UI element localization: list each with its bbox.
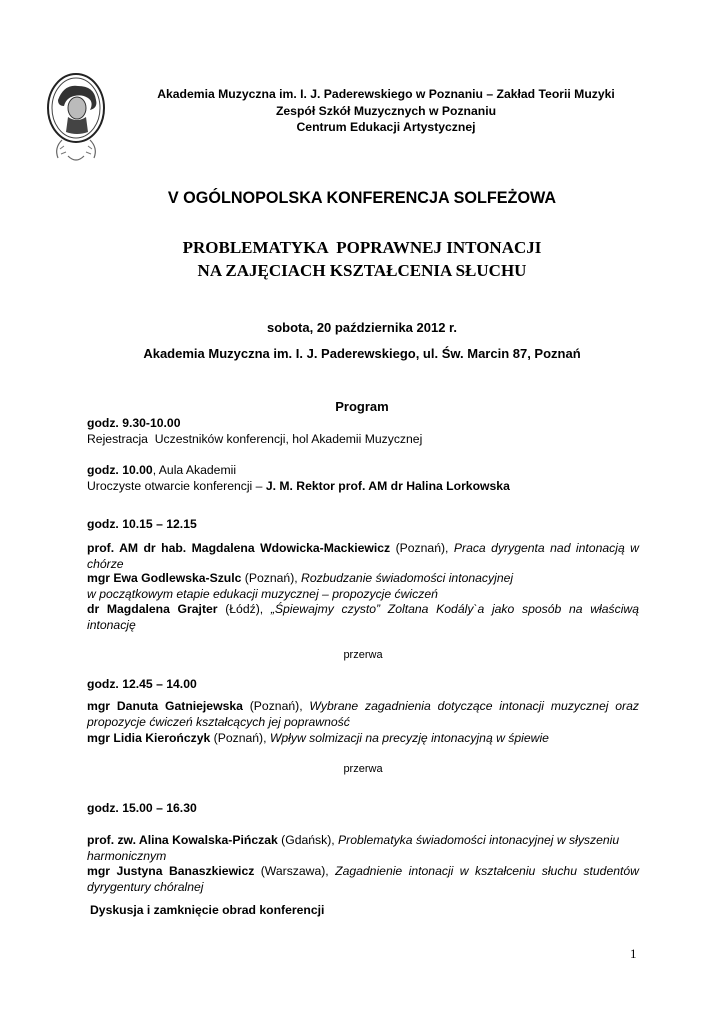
speaker-city: (Poznań), [210,731,270,745]
session-block-5 [87,801,639,817]
session-location: , Aula Akademii [152,463,237,477]
session-time: godz. 12.45 – 14.00 [87,677,197,691]
lecture-title: Zagadnienie intonacji w kształceniu słuchu studentów dyrygentury chóralnej [87,864,639,894]
break-2: przerwa [343,763,383,775]
subtitle-line-1: PROBLEMATYKA POPRAWNEJ INTONACJI [182,238,542,257]
lecture-godlewska [87,571,639,602]
header-line-2: Zespół Szkół Muzycznych w Poznaniu [275,103,497,118]
lecture-wdowicka [87,541,639,572]
lecture-title: Rozbudzanie świadomości intonacyjnej [301,571,514,585]
lecture-title: Wybrane zagadnienia dotyczące intonacji muzycznej oraz propozycje ćwiczeń kształcących jej poprawność [87,699,639,729]
lecture-kowalska [87,833,639,864]
session-text: Rejestracja Uczestników konferencji, hol Akademii Muzycznej [87,431,423,446]
break-1: przerwa [343,649,383,661]
event-place: Akademia Muzyczna im. I. J. Paderewskiego, ul. Św. Marcin 87, Poznań [143,346,581,361]
subtitle-line-2: NA ZAJĘCIACH KSZTAŁCENIA SŁUCHU [197,261,527,280]
conference-subtitle [0,236,724,282]
speaker-name: mgr Danuta Gatniejewska [87,699,243,713]
speaker-name: dr Magdalena Grajter [87,602,218,616]
speaker-city: (Poznań), [242,699,310,713]
speaker-name: mgr Ewa Godlewska-Szulc [87,571,242,585]
speaker-name: prof. AM dr hab. Magdalena Wdowicka-Mackiewicz [87,541,391,555]
session-person: J. M. Rektor prof. AM dr Halina Lorkowska [265,478,510,493]
speaker-name: mgr Lidia Kierończyk [87,731,211,745]
lecture-title: Praca dyrygenta nad intonacją w chórze [87,541,639,571]
conference-title: V OGÓLNOPOLSKA KONFERENCJA SOLFEŻOWA [167,189,557,207]
closing-note: Dyskusja i zamknięcie obrad konferencji [90,903,325,917]
lecture-title: Problematyka świadomości intonacyjnej w słyszeniu harmonicznym [87,833,620,863]
program-heading: Program [335,399,389,414]
institution-header [110,86,662,136]
lecture-title-cont: w początkowym etapie edukacji muzycznej – propozycje ćwiczeń [87,586,438,601]
session-time: godz. 10.15 – 12.15 [87,517,197,531]
session-text: Uroczyste otwarcie konferencji – [87,478,266,493]
lecture-kieronczyk [87,731,639,747]
speaker-city: (Gdańsk), [277,833,339,847]
session-registration [87,416,639,447]
speaker-city: (Łódź), [217,602,271,616]
lecture-title: Wpływ solmizacji na precyzję intonacyjną w śpiewie [269,731,549,745]
page-number: 1 [630,946,637,961]
session-block-3 [87,517,639,533]
lecture-grajter [87,602,639,633]
session-block-4 [87,677,639,693]
lecture-banaszkiewicz [87,864,639,895]
portrait-emblem-icon [44,70,108,170]
speaker-city: (Poznań), [390,541,454,555]
session-time: godz. 10.00 [87,463,153,477]
header-line-3: Centrum Edukacji Artystycznej [296,120,476,134]
session-opening [87,463,639,494]
lecture-title: „Śpiewajmy czysto” Zoltana Kodály`a jako sposób na właściwą intonację [87,602,639,632]
speaker-name: mgr Justyna Banaszkiewicz [87,864,255,878]
lecture-gatniejewska [87,699,639,730]
speaker-name: prof. zw. Alina Kowalska-Pińczak [87,833,278,847]
session-time: godz. 9.30-10.00 [87,416,181,430]
speaker-city: (Poznań), [241,571,302,585]
session-time: godz. 15.00 – 16.30 [87,801,197,815]
event-date: sobota, 20 października 2012 r. [266,320,458,335]
header-line-1: Akademia Muzyczna im. I. J. Paderewskiego w Poznaniu – Zakład Teorii Muzyki [157,87,615,101]
speaker-city: (Warszawa), [254,864,336,878]
